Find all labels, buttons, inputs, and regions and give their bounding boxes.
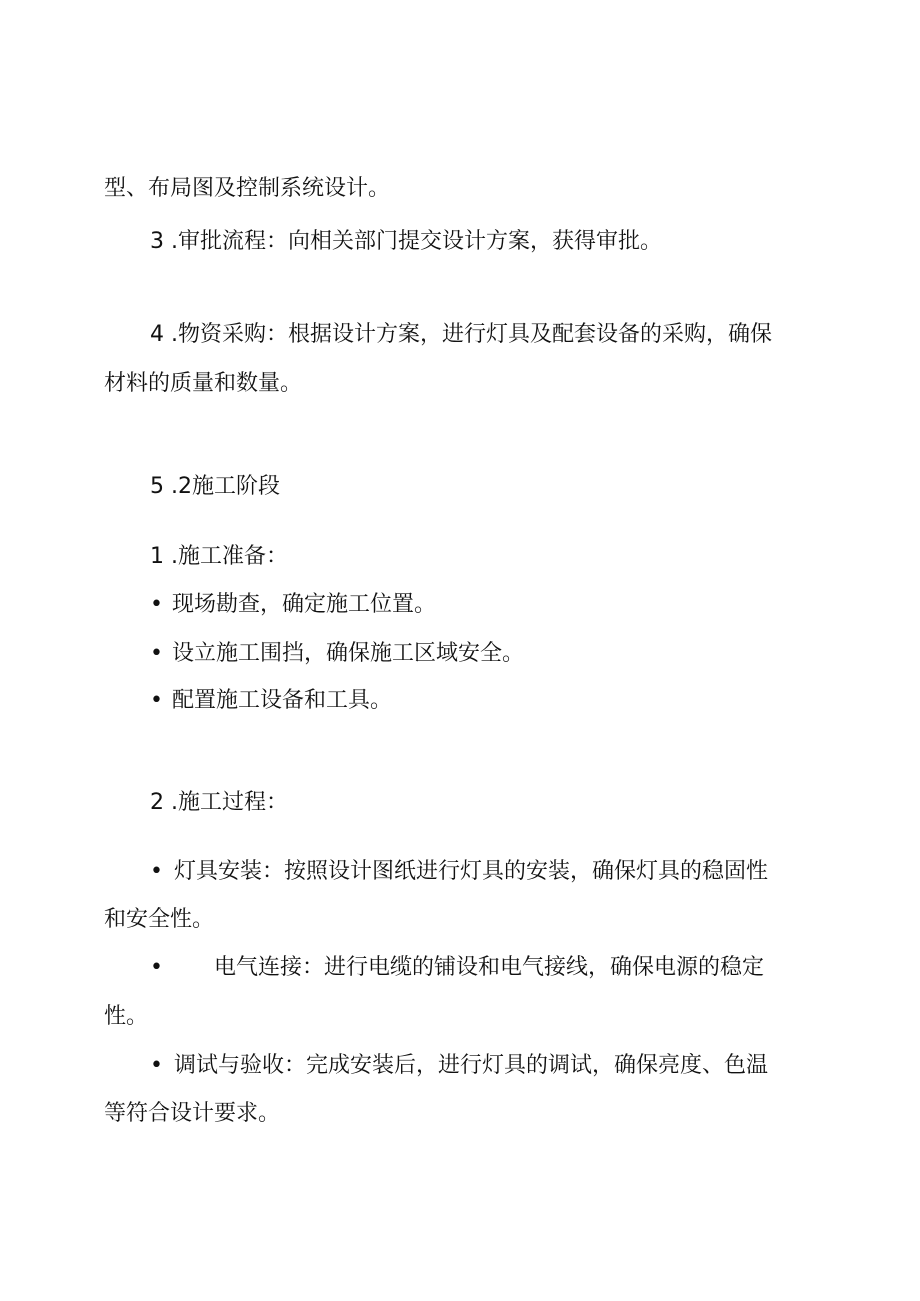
bullet-item: 电气连接：进行电缆的铺设和电气接线，确保电源的稳定 [214,955,765,980]
bullet-icon: • [150,1053,163,1078]
list-item-approval: 3 .审批流程：向相关部门提交设计方案，获得审批。 [150,229,662,254]
subsection-heading-prep: 1 .施工准备： [150,544,288,569]
bullet-item: 灯具安装：按照设计图纸进行灯具的安装，确保灯具的稳固性 [174,859,769,884]
list-item-procurement-cont: 材料的质量和数量。 [104,371,303,396]
section-heading: 5 .2施工阶段 [150,474,280,499]
subsection-heading-process: 2 .施工过程： [150,790,288,815]
bullet-item: 现场勘查，确定施工位置。 [172,592,437,617]
bullet-item-cont: 性。 [104,1004,149,1029]
bullet-icon: • [150,859,163,884]
bullet-item: 配置施工设备和工具。 [172,688,393,713]
bullet-icon: • [150,955,163,980]
bullet-icon: • [150,592,163,617]
bullet-item: 调试与验收：完成安装后，进行灯具的调试，确保亮度、色温 [174,1053,769,1078]
bullet-icon: • [150,688,163,713]
bullet-icon: • [150,641,163,666]
bullet-item: 设立施工围挡，确保施工区域安全。 [172,641,525,666]
bullet-item-cont: 等符合设计要求。 [104,1101,281,1126]
list-item-procurement: 4 .物资采购：根据设计方案，进行灯具及配套设备的采购，确保 [150,322,772,347]
bullet-item-cont: 和安全性。 [104,907,215,932]
paragraph-line: 型、布局图及控制系统设计。 [104,176,391,201]
